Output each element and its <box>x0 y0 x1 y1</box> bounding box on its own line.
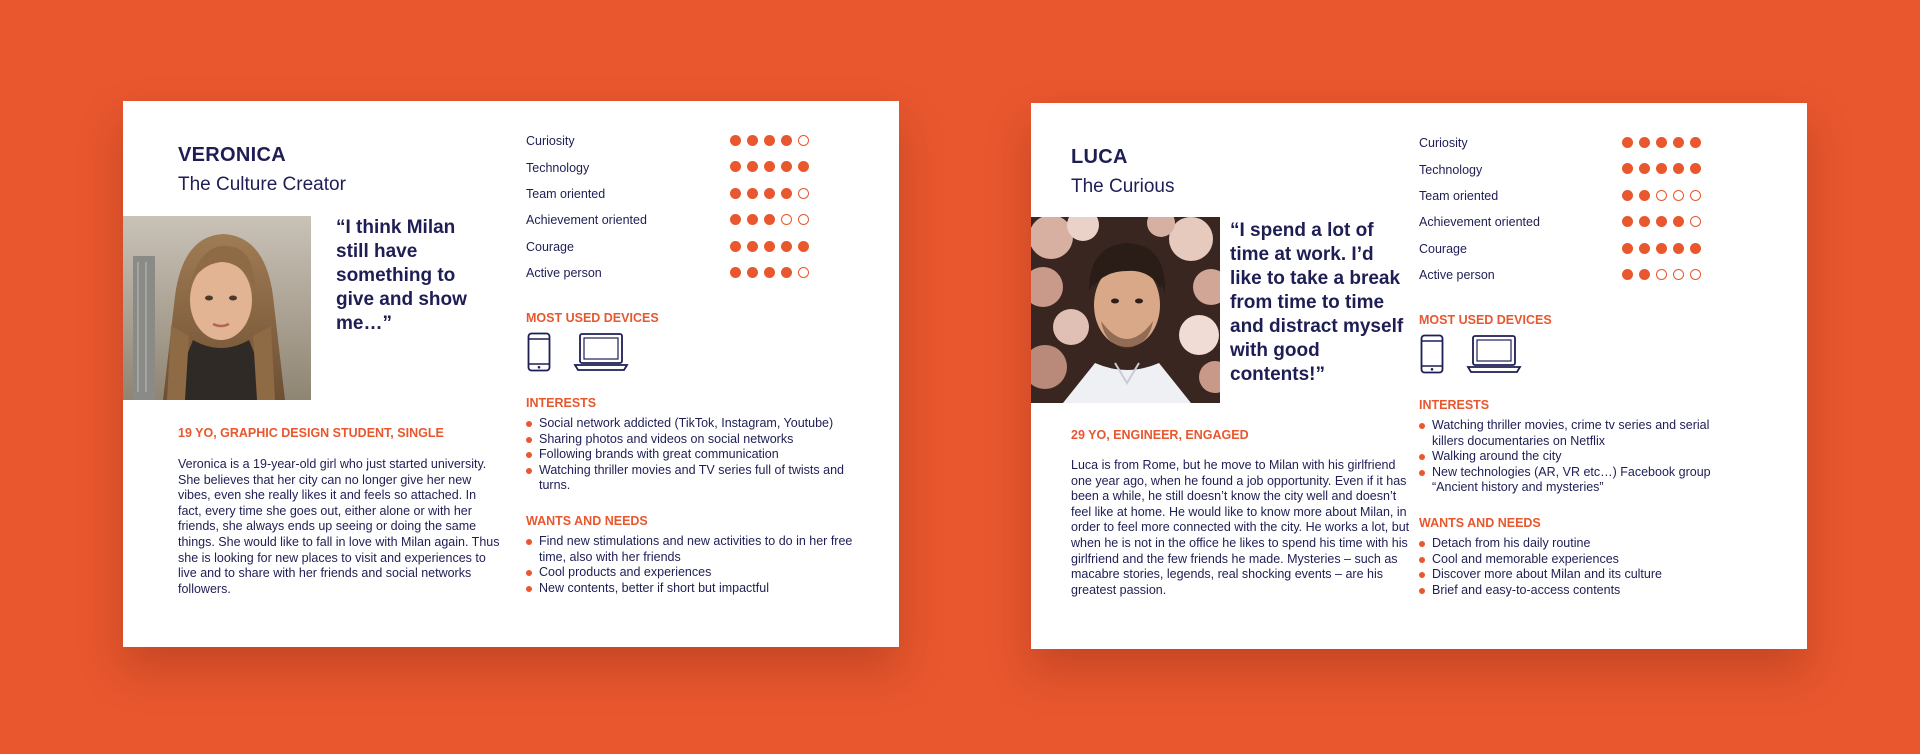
trait-row <box>1419 183 1749 209</box>
devices-title: MOST USED DEVICES <box>1419 313 1552 327</box>
trait-list <box>1419 130 1749 288</box>
trait-rating <box>1622 137 1701 148</box>
needs-title: WANTS AND NEEDS <box>1419 516 1541 530</box>
trait-label: Achievement oriented <box>1419 215 1540 230</box>
list-item: Cool and memorable experiences <box>1419 552 1739 568</box>
trait-label: Team oriented <box>526 186 606 201</box>
rating-dot-filled <box>1690 137 1701 148</box>
rating-dot-filled <box>1673 216 1684 227</box>
trait-row <box>1419 236 1749 262</box>
list-item: Following brands with great communication <box>526 447 856 463</box>
interests-list <box>1419 418 1739 496</box>
rating-dot-filled <box>1673 243 1684 254</box>
rating-dot-filled <box>747 161 758 172</box>
trait-label: Courage <box>526 239 574 254</box>
trait-rating <box>730 214 809 225</box>
rating-dot-filled <box>764 188 775 199</box>
persona-name: VERONICA <box>178 144 286 166</box>
rating-dot-filled <box>747 241 758 252</box>
rating-dot-empty <box>781 214 792 225</box>
rating-dot-filled <box>730 188 741 199</box>
trait-label: Achievement oriented <box>526 213 647 228</box>
trait-row <box>1419 262 1749 288</box>
rating-dot-empty <box>798 188 809 199</box>
rating-dot-filled <box>730 267 741 278</box>
list-item: New technologies (AR, VR etc…) Facebook group “Ancient history and mysteries” <box>1419 465 1739 496</box>
trait-label: Active person <box>526 266 602 281</box>
rating-dot-filled <box>1673 163 1684 174</box>
list-item: Sharing photos and videos on social networks <box>526 432 856 448</box>
rating-dot-filled <box>781 267 792 278</box>
rating-dot-filled <box>1639 216 1650 227</box>
list-item: New contents, better if short but impactful <box>526 581 856 597</box>
trait-rating <box>1622 243 1701 254</box>
needs-list <box>1419 536 1739 598</box>
trait-label: Team oriented <box>1419 188 1499 203</box>
rating-dot-empty <box>798 267 809 278</box>
rating-dot-filled <box>747 135 758 146</box>
trait-row <box>526 260 846 286</box>
rating-dot-filled <box>1622 190 1633 201</box>
rating-dot-filled <box>1639 269 1650 280</box>
rating-dot-filled <box>764 161 775 172</box>
trait-label: Curiosity <box>526 134 575 149</box>
laptop-icon <box>573 332 629 372</box>
rating-dot-filled <box>730 241 741 252</box>
rating-dot-filled <box>781 161 792 172</box>
persona-photo <box>123 216 311 400</box>
trait-row <box>526 207 846 233</box>
trait-label: Technology <box>1419 162 1483 177</box>
laptop-icon <box>1466 334 1522 374</box>
list-item: Detach from his daily routine <box>1419 536 1739 552</box>
trait-rating <box>730 161 809 172</box>
rating-dot-filled <box>1622 269 1633 280</box>
list-item: Walking around the city <box>1419 449 1739 465</box>
rating-dot-filled <box>1622 137 1633 148</box>
trait-rating <box>1622 269 1701 280</box>
rating-dot-filled <box>1656 163 1667 174</box>
needs-title: WANTS AND NEEDS <box>526 514 648 528</box>
list-item: Watching thriller movies and TV series full of twists and turns. <box>526 463 856 494</box>
rating-dot-filled <box>1673 137 1684 148</box>
rating-dot-filled <box>764 214 775 225</box>
interests-title: INTERESTS <box>1419 398 1490 412</box>
smartphone-icon <box>527 332 551 372</box>
interests-title: INTERESTS <box>526 396 597 410</box>
rating-dot-filled <box>781 188 792 199</box>
trait-row <box>526 128 846 154</box>
rating-dot-empty <box>1656 190 1667 201</box>
list-item: Social network addicted (TikTok, Instagram, Youtube) <box>526 416 856 432</box>
trait-label: Courage <box>1419 241 1467 256</box>
rating-dot-filled <box>1639 190 1650 201</box>
rating-dot-filled <box>764 267 775 278</box>
trait-row <box>1419 130 1749 156</box>
persona-role: The Culture Creator <box>178 174 346 195</box>
trait-row <box>526 154 846 180</box>
rating-dot-filled <box>730 214 741 225</box>
rating-dot-empty <box>1690 190 1701 201</box>
rating-dot-filled <box>747 188 758 199</box>
rating-dot-filled <box>764 135 775 146</box>
rating-dot-filled <box>798 241 809 252</box>
rating-dot-filled <box>1639 163 1650 174</box>
persona-photo <box>1031 217 1220 403</box>
rating-dot-empty <box>798 135 809 146</box>
list-item: Watching thriller movies, crime tv series and serial killers documentaries on Netflix <box>1419 418 1739 449</box>
trait-rating <box>730 135 809 146</box>
trait-row <box>1419 156 1749 182</box>
needs-list <box>526 534 856 596</box>
device-icons <box>527 332 629 372</box>
trait-rating <box>730 241 809 252</box>
trait-rating <box>1622 190 1701 201</box>
smartphone-icon <box>1420 334 1444 374</box>
rating-dot-filled <box>730 135 741 146</box>
persona-bio: Luca is from Rome, but he move to Milan with his girlfriend one year ago, when he found a job opportunity. Even if it has been a while, he still doesn’t know the city well and doesn’t feel like at home. He would like to know more about Milan, in order to feel more connected with the city. He works a lot, but when he is not in the office he likes to spend his time with his girlfriend and the few friends he made. Mysteries – such as macabre stories, legends, real shocking events – are his greatest passion. <box>1071 458 1410 597</box>
rating-dot-filled <box>1622 243 1633 254</box>
rating-dot-filled <box>1690 163 1701 174</box>
rating-dot-filled <box>781 135 792 146</box>
rating-dot-filled <box>1622 163 1633 174</box>
rating-dot-empty <box>1690 216 1701 227</box>
list-item: Find new stimulations and new activities to do in her free time, also with her friends <box>526 534 856 565</box>
persona-quote: “I spend a lot of time at work. I’d like to take a break from time to time and distract myself with good contents!” <box>1230 220 1404 385</box>
trait-row <box>526 181 846 207</box>
rating-dot-filled <box>747 267 758 278</box>
rating-dot-empty <box>1673 190 1684 201</box>
trait-label: Technology <box>526 160 590 175</box>
rating-dot-filled <box>764 241 775 252</box>
persona-demographics: 19 YO, GRAPHIC DESIGN STUDENT, SINGLE <box>178 426 444 440</box>
persona-demographics: 29 YO, ENGINEER, ENGAGED <box>1071 428 1249 442</box>
rating-dot-filled <box>781 241 792 252</box>
rating-dot-filled <box>1656 137 1667 148</box>
rating-dot-filled <box>730 161 741 172</box>
rating-dot-empty <box>1673 269 1684 280</box>
rating-dot-filled <box>1690 243 1701 254</box>
trait-label: Active person <box>1419 268 1495 283</box>
rating-dot-empty <box>1690 269 1701 280</box>
rating-dot-filled <box>1639 137 1650 148</box>
list-item: Cool products and experiences <box>526 565 856 581</box>
list-item: Discover more about Milan and its culture <box>1419 567 1739 583</box>
rating-dot-empty <box>798 214 809 225</box>
persona-card-veronica <box>123 101 899 647</box>
persona-quote: “I think Milan still have something to give and show me…” <box>336 217 467 334</box>
trait-list <box>526 128 846 286</box>
rating-dot-filled <box>1639 243 1650 254</box>
list-item: Brief and easy-to-access contents <box>1419 583 1739 599</box>
trait-row <box>526 234 846 260</box>
trait-rating <box>1622 216 1701 227</box>
persona-bio: Veronica is a 19-year-old girl who just started university. She believes that her city can no longer give her new vibes, even she really likes it and feels so attached. In fact, every time she goes out, either alone or with her friends, she always ends up seeing or doing the same things. She would like to fall in love with Milan again. Thus she is looking for new places to visit and experiences to live and to share with her friends and social networks followers. <box>178 457 500 596</box>
rating-dot-filled <box>747 214 758 225</box>
rating-dot-filled <box>1622 216 1633 227</box>
devices-title: MOST USED DEVICES <box>526 311 659 325</box>
rating-dot-filled <box>1656 216 1667 227</box>
trait-rating <box>1622 163 1701 174</box>
device-icons <box>1420 334 1522 374</box>
trait-row <box>1419 209 1749 235</box>
rating-dot-empty <box>1656 269 1667 280</box>
trait-rating <box>730 267 809 278</box>
persona-card-luca <box>1031 103 1807 649</box>
rating-dot-filled <box>1656 243 1667 254</box>
persona-role: The Curious <box>1071 176 1175 197</box>
trait-rating <box>730 188 809 199</box>
interests-list <box>526 416 856 494</box>
trait-label: Curiosity <box>1419 136 1468 151</box>
rating-dot-filled <box>798 161 809 172</box>
persona-name: LUCA <box>1071 146 1128 168</box>
